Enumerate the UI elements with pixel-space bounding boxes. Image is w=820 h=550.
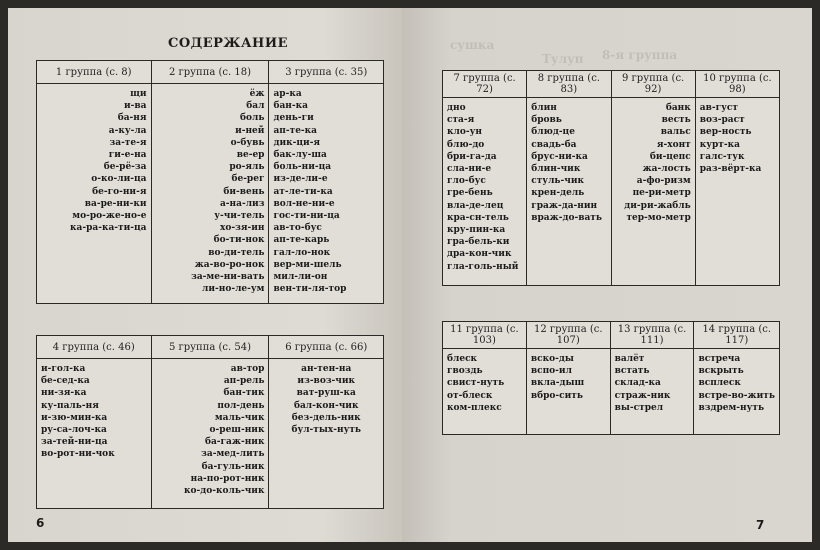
syllable-word: во-рот-ни-чок [41, 449, 115, 460]
syllable-word: ват-руш-ка [296, 388, 356, 399]
syllable-word: блю-до [447, 139, 485, 150]
group-word-list [269, 84, 384, 304]
syllable-word: боль [240, 113, 265, 124]
syllable-word: гла-голь-ный [447, 261, 519, 272]
syllable-word: свадь-ба [531, 139, 577, 150]
group-header: 4 группа (с. 46) [37, 336, 152, 359]
syllable-word: бе-сед-ка [41, 376, 90, 387]
syllable-word: ком-плекс [447, 402, 502, 413]
group-word-list [269, 359, 384, 509]
syllable-word: кло-ун [447, 127, 482, 138]
syllable-word: за-тей-ни-ца [41, 437, 108, 448]
group-header: 9 группа (с. 92) [611, 71, 695, 98]
syllable-word: пол-день [217, 400, 265, 411]
syllable-word: ка-ра-ка-ти-ца [70, 223, 147, 234]
bleed-through-text: 8-я группа [602, 48, 678, 62]
syllable-word: би-вень [223, 186, 265, 197]
syllable-word: дно [447, 103, 466, 113]
group-word-list [694, 349, 780, 435]
syllable-word: кра-сн-тель [447, 212, 509, 223]
syllable-word: ба-гаж-ник [204, 437, 265, 448]
syllable-word: вскрыть [698, 366, 744, 377]
group-header: 8 группа (с. 83) [527, 71, 611, 98]
syllable-word: бан-ка [273, 101, 308, 112]
syllable-word: за-те-я [109, 137, 147, 148]
syllable-word: жа-лость [642, 164, 691, 175]
group-header: 10 группа (с. 98) [695, 71, 779, 98]
syllable-word: банк [665, 103, 691, 113]
syllable-word: би-цепс [649, 151, 691, 162]
syllable-word: бан-тик [223, 388, 265, 399]
syllable-word: сла-ни-е [447, 164, 492, 175]
group-header: 13 группа (с. 111) [610, 322, 694, 349]
syllable-word: ап-те-ка [273, 125, 317, 136]
syllable-word: курт-ка [699, 139, 740, 150]
syllable-word: ав-тор [230, 364, 265, 374]
syllable-word: щи [130, 89, 147, 99]
syllable-word: ро-яль [229, 162, 265, 173]
syllable-word: вы-стрел [614, 402, 664, 413]
group-word-list [695, 98, 779, 286]
syllable-word: вен-ти-ля-тор [273, 284, 347, 295]
group-word-list [443, 98, 527, 286]
bleed-through-text: Тулуп [542, 52, 584, 66]
syllable-word: гре-бень [447, 188, 493, 199]
syllable-word: ни-зя-ка [41, 388, 87, 399]
syllable-word: всплеск [698, 378, 741, 389]
syllable-word: ап-те-карь [273, 235, 330, 246]
group-word-list [443, 349, 527, 435]
syllable-word: ар-ка [273, 89, 302, 99]
syllable-word: вер-ность [699, 127, 752, 138]
syllable-word: ав-густ [699, 103, 738, 113]
syllable-word: бул-тых-нуть [291, 425, 362, 436]
group-word-list [151, 359, 269, 509]
groups-11-14-table [442, 321, 780, 435]
group-header: 1 группа (с. 8) [37, 61, 152, 84]
syllable-word: а-на-лиз [219, 198, 265, 209]
groups-7-10-table [442, 70, 780, 286]
syllable-word: во-ди-тель [208, 247, 265, 258]
syllable-word: граж-да-нин [531, 200, 598, 211]
syllable-word: гос-ти-ни-ца [273, 211, 340, 222]
syllable-word: бе-рег [231, 174, 265, 185]
group-header: 2 группа (с. 18) [151, 61, 269, 84]
syllable-word: встать [614, 366, 650, 377]
syllable-word: ат-ле-ти-ка [273, 186, 333, 197]
syllable-word: бе-го-ни-я [92, 186, 147, 197]
syllable-word: ги-е-на [108, 150, 147, 161]
syllable-word: за-мед-лить [201, 449, 265, 460]
syllable-word: ку-паль-ня [41, 400, 99, 411]
syllable-word: о-бувь [230, 137, 265, 148]
syllable-word: валёт [614, 354, 645, 364]
syllable-word: ёж [249, 89, 265, 99]
group-word-list [37, 359, 152, 509]
syllable-word: на-по-рот-ник [190, 473, 265, 484]
syllable-word: и-зю-мин-ка [41, 412, 108, 423]
syllable-word: стуль-чик [531, 176, 585, 187]
group-header: 6 группа (с. 66) [269, 336, 384, 359]
syllable-word: ба-гуль-ник [201, 461, 265, 472]
syllable-word: вальс [660, 127, 691, 138]
syllable-word: ан-тен-на [301, 364, 352, 374]
syllable-word: я-хонт [656, 139, 691, 150]
page-number: 6 [36, 516, 45, 530]
syllable-word: вспо-ил [530, 366, 572, 377]
group-word-list [526, 349, 610, 435]
syllable-word: вер-ми-шель [273, 259, 342, 270]
syllable-word: от-блеск [447, 390, 493, 401]
page-number: 7 [756, 518, 765, 532]
syllable-word: из-воз-чик [297, 376, 356, 387]
syllable-word: маль-чик [214, 412, 265, 423]
syllable-word: галс-тук [699, 151, 745, 162]
syllable-word: гал-ло-нок [273, 247, 331, 258]
groups-4-6-table [36, 335, 384, 509]
page-title: СОДЕРЖАНИЕ [168, 36, 289, 51]
syllable-word: гра-бель-ки [447, 237, 510, 248]
groups-1-3-table [36, 60, 384, 304]
syllable-word: кру-пин-ка [447, 225, 506, 236]
syllable-word: вол-не-ни-е [273, 198, 335, 209]
syllable-word: бал [246, 101, 265, 112]
syllable-word: боль-ни-ца [273, 162, 332, 173]
syllable-word: бри-га-да [447, 151, 497, 162]
group-header: 7 группа (с. 72) [443, 71, 527, 98]
syllable-word: ко-до-коль-чик [184, 486, 265, 497]
syllable-word: вла-де-лец [447, 200, 504, 211]
syllable-word: и-ней [235, 125, 265, 136]
left-page [8, 8, 402, 542]
syllable-word: без-дель-ник [291, 412, 361, 423]
syllable-word: страж-ник [614, 390, 671, 401]
syllable-word: воз-раст [699, 115, 745, 126]
syllable-word: ста-я [447, 115, 475, 126]
syllable-word: крен-дель [531, 188, 585, 199]
syllable-word: вбро-сить [530, 390, 583, 401]
syllable-word: встре-во-жить [698, 390, 775, 401]
group-word-list [611, 98, 695, 286]
group-word-list [527, 98, 611, 286]
syllable-word: ли-но-ле-ум [202, 284, 265, 295]
syllable-word: мил-ли-он [273, 272, 328, 283]
syllable-word: и-гол-ка [41, 364, 86, 374]
group-header: 3 группа (с. 35) [269, 61, 384, 84]
syllable-word: бал-кон-чик [293, 400, 359, 411]
syllable-word: ва-ре-ни-ки [84, 198, 147, 209]
syllable-word: ап-рель [223, 376, 265, 387]
syllable-word: склад-ка [614, 378, 661, 389]
syllable-word: тер-мо-метр [626, 212, 691, 223]
group-header: 12 группа (с. 107) [526, 322, 610, 349]
syllable-word: жа-во-ро-нок [194, 259, 265, 270]
syllable-word: ди-ри-жабль [624, 200, 691, 211]
syllable-word: за-ме-ни-вать [191, 272, 265, 283]
syllable-word: дик-ци-я [273, 137, 321, 148]
group-header: 5 группа (с. 54) [151, 336, 269, 359]
syllable-word: о-ко-ли-ца [91, 174, 147, 185]
syllable-word: брус-ни-ка [531, 151, 588, 162]
syllable-word: хо-зя-ин [219, 223, 265, 234]
syllable-word: вздрем-нуть [698, 402, 765, 413]
syllable-word: блюд-це [531, 127, 575, 138]
group-word-list [151, 84, 269, 304]
syllable-word: раз-вёрт-ка [699, 164, 762, 175]
syllable-word: встреча [698, 354, 741, 364]
syllable-word: и-ва [124, 101, 147, 112]
syllable-word: пе-ри-метр [632, 188, 691, 199]
group-word-list [610, 349, 694, 435]
syllable-word: мо-ро-же-но-е [72, 211, 147, 222]
syllable-word: весть [661, 115, 691, 126]
syllable-word: из-де-ли-е [273, 174, 328, 185]
syllable-word: ба-ня [117, 113, 147, 124]
syllable-word: блин [531, 103, 557, 113]
syllable-word: свист-нуть [447, 378, 505, 389]
syllable-word: бак-лу-ша [273, 150, 327, 161]
syllable-word: а-фо-ризм [636, 176, 691, 187]
syllable-word: дра-кон-чик [447, 249, 512, 260]
syllable-word: ру-са-лоч-ка [41, 425, 107, 436]
syllable-word: гло-бус [447, 176, 486, 187]
group-header: 14 группа (с. 117) [694, 322, 780, 349]
syllable-word: ав-то-бус [273, 223, 322, 234]
syllable-word: бо-ти-нок [213, 235, 265, 246]
syllable-word: вско-ды [530, 354, 574, 364]
group-header: 11 группа (с. 103) [443, 322, 527, 349]
group-word-list [37, 84, 152, 304]
syllable-word: ве-ер [236, 150, 265, 161]
syllable-word: гвоздь [447, 366, 483, 377]
syllable-word: а-ку-ла [108, 125, 147, 136]
syllable-word: бровь [531, 115, 562, 126]
syllable-word: блеск [447, 354, 478, 364]
syllable-word: у-чи-тель [214, 211, 265, 222]
syllable-word: блин-чик [531, 164, 581, 175]
syllable-word: враж-до-вать [531, 212, 602, 223]
syllable-word: о-реш-ник [209, 425, 265, 436]
syllable-word: бе-рё-за [103, 162, 147, 173]
syllable-word: день-ги [273, 113, 314, 124]
bleed-through-text: сушка [450, 38, 495, 52]
right-page [402, 8, 812, 542]
syllable-word: вкла-дыш [530, 378, 585, 389]
